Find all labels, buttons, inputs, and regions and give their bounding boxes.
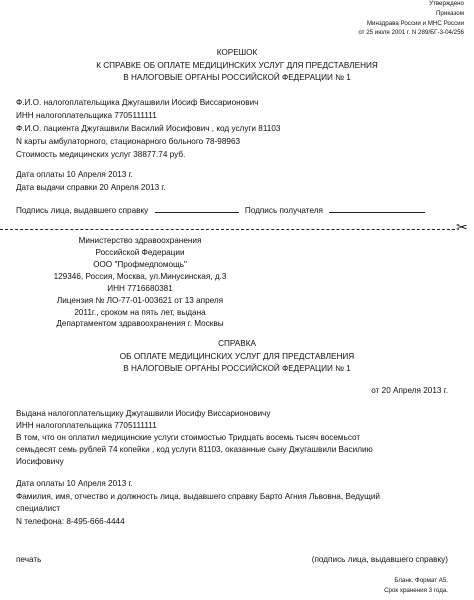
org-inn: ИНН 7716680381: [107, 284, 173, 293]
cert-issuer-line-1: Фамилия, имя, отчество и должность лица, выдавшего справку Барто Агния Львовна, Ведущий: [16, 492, 380, 501]
org-name: ООО "Профмедпомощь": [93, 260, 187, 269]
stub-cost: Стоимость медицинских услуг 38877.74 руб.: [16, 150, 186, 159]
stub-taxpayer-inn: ИНН налогоплательщика 7705111111: [16, 111, 157, 120]
cert-body-line-1: В том, что он оплатил медицинские услуги стоимостью Тридцать восемь тысяч восемьсот: [16, 433, 361, 442]
stub-sign-issuer-label: Подпись лица, выдавшего справку: [16, 206, 149, 215]
scissors-icon: ✂: [456, 220, 468, 236]
cert-issued-to: Выдана налогоплательщику Джугашвили Иосифу Виссарионовичу: [16, 409, 271, 418]
org-license-1: Лицензия № ЛО-77-01-003621 от 13 апреля: [56, 296, 224, 305]
cert-subtitle-2: В НАЛОГОВЫЕ ОРГАНЫ РОССИЙСКОЙ ФЕДЕРАЦИИ № 1: [123, 364, 351, 373]
stub-pay-date: Дата оплаты 10 Апреля 2013 г.: [16, 170, 133, 179]
stub-sign-issuer-line: [155, 204, 239, 213]
stub-sign-receiver-line: [329, 204, 425, 213]
cert-body-line-3: Иосифовичу: [16, 457, 64, 466]
stub-patient: Ф.И.О. пациента Джугашвили Василий Иосифович , код услуги 81103: [16, 124, 281, 133]
cert-date: от 20 Апреля 2013 г.: [371, 386, 448, 395]
cert-title: СПРАВКА: [218, 339, 256, 348]
cert-issuer-line-2: специалист: [16, 504, 61, 513]
org-license-2: 2011г., сроком на пять лет, выдана: [74, 308, 206, 317]
cert-phone: N телефона: 8-495-666-4444: [16, 517, 125, 526]
cut-line: [0, 229, 455, 230]
stub-subtitle-2: В НАЛОГОВЫЕ ОРГАНЫ РОССИЙСКОЙ ФЕДЕРАЦИИ № 1: [123, 73, 351, 82]
stub-issue-date: Дата выдачи справки 20 Апреля 2013 г.: [16, 183, 166, 192]
cert-taxpayer-inn: ИНН налогоплательщика 7705111111: [16, 421, 157, 430]
cert-subtitle-1: ОБ ОПЛАТЕ МЕДИЦИНСКИХ УСЛУГ ДЛЯ ПРЕДСТАВЛЕНИЯ: [119, 352, 355, 361]
approval-line-2: Приказом: [435, 10, 464, 17]
approval-line-1: Утверждено: [429, 0, 464, 7]
cert-body-line-2: семьдесят семь рублей 74 копейки , код услуги 81103, оказанные сыну Джугашвили Василию: [16, 445, 373, 454]
stub-taxpayer-name: Ф.И.О. налогоплательщика Джугашвили Иосиф Виссарионович: [16, 98, 259, 107]
cert-pay-date: Дата оплаты 10 Апреля 2013 г.: [16, 479, 133, 488]
approval-line-4: от 25 июля 2001 г. N 289/БГ-3-04/256: [358, 29, 464, 36]
footer-retention: Срок хранения 3 года.: [384, 587, 448, 594]
stub-card-number: N карты амбулаторного, стационарного больного 78-98963: [16, 137, 241, 146]
org-address: 129346, Россия, Москва, ул.Минусинская, д.3: [53, 272, 227, 281]
approval-line-3: Минздрава России и МНС России: [366, 20, 464, 27]
cert-stamp-label: печать: [16, 555, 42, 564]
stub-signature-row: [16, 204, 425, 217]
org-ministry-2: Российской Федерации: [95, 248, 185, 257]
stub-title: КОРЕШОК: [216, 48, 258, 57]
org-ministry-1: Министерство здравоохранения: [78, 236, 202, 245]
stub-sign-receiver-label: Подпись получателя: [244, 206, 323, 215]
footer-form-format: Бланк. Формат А5.: [394, 577, 448, 584]
org-license-3: Департаментом здравоохранения г. Москвы: [56, 319, 224, 328]
stub-subtitle-1: К СПРАВКЕ ОБ ОПЛАТЕ МЕДИЦИНСКИХ УСЛУГ ДЛЯ ПРЕДСТАВЛЕНИЯ: [96, 61, 378, 70]
cert-signature-label: (подпись лица, выдавшего справку): [311, 555, 448, 564]
